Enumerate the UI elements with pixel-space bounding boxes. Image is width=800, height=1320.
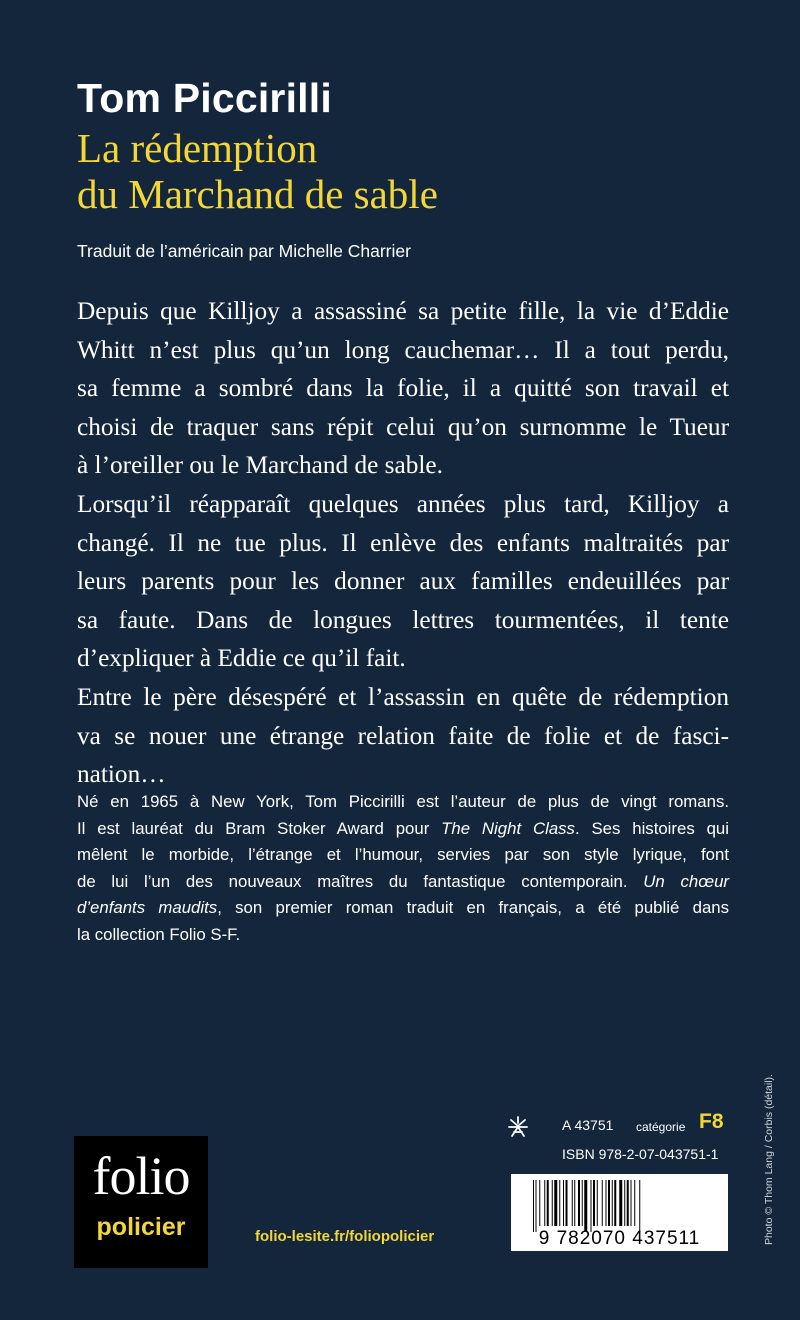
book-title-line: La rédemption [77, 125, 318, 171]
barcode-bar [563, 1180, 564, 1226]
barcode-bar [614, 1180, 616, 1226]
barcode-bar [591, 1180, 592, 1232]
barcode-bar [572, 1180, 573, 1226]
blurb-line: nation… [77, 760, 166, 789]
barcode-bar [536, 1180, 537, 1232]
bio-book-title: d’enfants maudits [77, 898, 218, 917]
isbn: ISBN 978-2-07-043751-1 [562, 1146, 719, 1162]
barcode-bar [624, 1180, 625, 1226]
barcode-bar [554, 1180, 557, 1226]
blurb-line: à l’oreiller ou le Marchand de sable. [77, 451, 443, 480]
bio-line: Né en 1965 à New York, Tom Piccirilli est l’auteur de plus de vingt romans. [77, 792, 729, 811]
blurb-line: va se nouer une étrange relation faite de folie et de fasci- [77, 721, 729, 750]
barcode-bar [631, 1180, 632, 1226]
barcode-bar [612, 1180, 613, 1226]
bio-text: Il est lauréat du Bram Stoker Award pour [77, 818, 442, 838]
blurb [77, 292, 729, 794]
author-name: Tom Piccirilli [77, 75, 332, 121]
product-code: A 43751 [562, 1117, 614, 1133]
barcode-bar [559, 1180, 560, 1226]
barcode-bar [539, 1180, 540, 1226]
bio-book-title: Un chœur [643, 871, 729, 891]
blurb-line: leurs parents pour les donner aux familles endeuillées par [77, 567, 729, 596]
bio-line [77, 816, 729, 843]
logo-folio-text: folio [92, 1146, 190, 1206]
blurb-line: Entre le père désespéré et l’assassin en quête de rédemption [77, 682, 729, 711]
gallimard-publisher-icon [505, 1114, 531, 1140]
bio-line [77, 895, 729, 922]
barcode [511, 1174, 728, 1251]
bio-line: la collection Folio S-F. [77, 924, 241, 944]
author-bio [77, 789, 729, 948]
barcode-bar [593, 1180, 595, 1226]
barcode-digits: 9 782070 437511 [538, 1228, 701, 1249]
barcode-bar [566, 1180, 568, 1226]
website-link[interactable]: folio-lesite.fr/foliopolicier [255, 1228, 435, 1245]
category-value: F8 [699, 1110, 724, 1133]
folio-policier-logo [74, 1136, 208, 1268]
blurb-line: d’expliquer à Eddie ce qu’il fait. [77, 644, 406, 673]
blurb-line: Whitt n’est plus qu’un long cauchemar… Il a tout perdu, [77, 335, 729, 364]
barcode-bar [582, 1180, 583, 1226]
blurb-line: sa femme a sombré dans la folie, il a quitté son travail et [77, 374, 729, 403]
bio-line [77, 869, 729, 896]
blurb-line: Lorsqu’il réapparaît quelques années plus tard, Killjoy a [77, 489, 729, 518]
blurb-line: sa faute. Dans de longues lettres tourmentées, il tente [77, 605, 729, 634]
barcode-bar [578, 1180, 580, 1226]
barcode-bar [634, 1180, 635, 1226]
barcode-bar [533, 1180, 534, 1232]
barcode-bar [544, 1180, 545, 1226]
bio-book-title: The Night Class [441, 818, 575, 838]
book-title-line: du Marchand de sable [77, 171, 438, 217]
blurb-line: choisi de traquer sans répit celui qu’on surnomme le Tueur [77, 412, 729, 441]
barcode-bar [547, 1180, 549, 1226]
logo-policier-text: policier [96, 1213, 186, 1241]
blurb-line: Depuis que Killjoy a assassiné sa petite fille, la vie d’Eddie [77, 297, 729, 325]
blurb-line: changé. Il ne tue plus. Il enlève des enfants maltraités par [77, 528, 729, 557]
barcode-bar [608, 1180, 610, 1226]
barcode-bar [597, 1180, 598, 1226]
barcode-bar [584, 1180, 587, 1232]
bio-line: mêlent le morbide, l’étrange et l’humour, servies par son style lyrique, font [77, 845, 729, 864]
barcode-bar [602, 1180, 603, 1226]
category-label: catégorie [636, 1120, 686, 1134]
bio-text: . Ses histoires qui [574, 818, 729, 838]
barcode-bar [574, 1180, 575, 1226]
book-title [77, 125, 438, 217]
barcode-bar [552, 1180, 553, 1226]
barcode-bar [627, 1180, 629, 1226]
barcode-bar [619, 1180, 622, 1226]
bio-text: de lui l’un des nouveaux maîtres du fantastique contemporain. [77, 871, 644, 891]
photo-credit: Photo © Thom Lang / Corbis (détail). [763, 1074, 775, 1245]
bio-text: , son premier roman traduit en français, a été publié dans [217, 898, 730, 917]
barcode-bar [606, 1180, 607, 1226]
translator-credit: Traduit de l’américain par Michelle Charrier [77, 241, 411, 261]
barcode-bar [639, 1180, 640, 1232]
